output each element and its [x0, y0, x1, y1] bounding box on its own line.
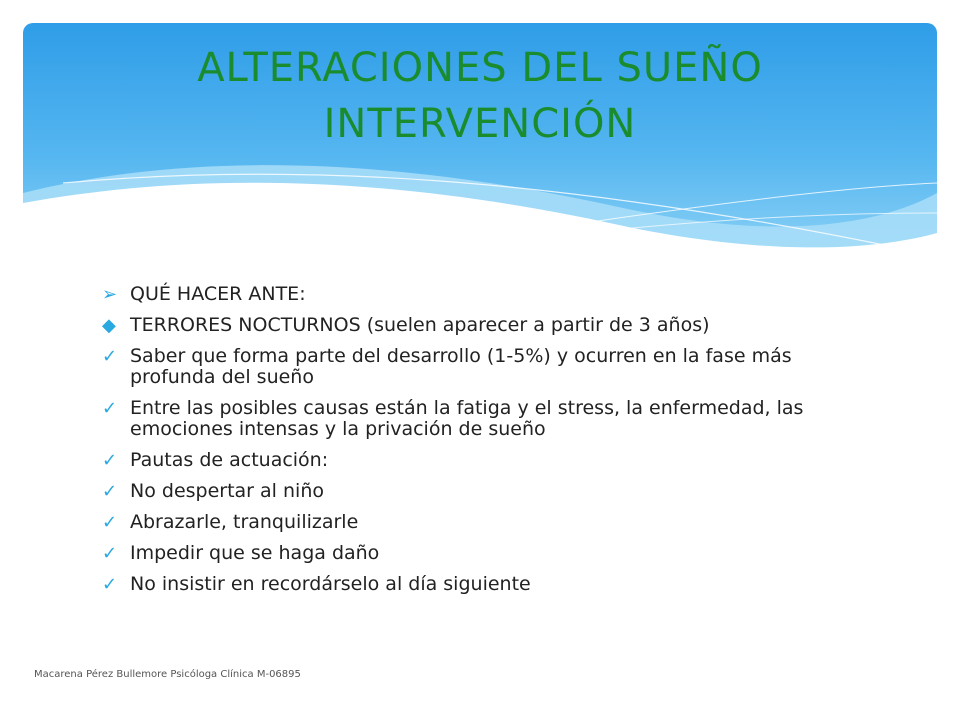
- list-item: [100, 398, 820, 440]
- footer-credit: Macarena Pérez Bullemore Psicóloga Clínica M-06895: [34, 669, 301, 680]
- list-item: [100, 543, 820, 564]
- check-bullet-icon: ✓: [102, 543, 118, 564]
- bullet-list: [100, 284, 820, 605]
- slide-title: [0, 40, 960, 152]
- slide-title-line2: INTERVENCIÓN: [323, 101, 637, 147]
- list-item: [100, 481, 820, 502]
- diamond-bullet-icon: ◆: [102, 315, 116, 336]
- bullet-text: Impedir que se haga daño: [130, 542, 380, 564]
- list-item: [100, 284, 820, 305]
- check-bullet-icon: ✓: [102, 512, 118, 533]
- arrow-bullet-icon: ➢: [102, 284, 118, 305]
- list-item: [100, 574, 820, 595]
- bullet-text: QUÉ HACER ANTE:: [130, 283, 306, 305]
- check-bullet-icon: ✓: [102, 398, 118, 419]
- bullet-text: No insistir en recordárselo al día siguiente: [130, 573, 531, 595]
- bullet-text: Abrazarle, tranquilizarle: [130, 511, 359, 533]
- bullet-text: Entre las posibles causas están la fatiga y el stress, la enfermedad, las emociones intensas y la privación de sueño: [130, 397, 804, 440]
- check-bullet-icon: ✓: [102, 346, 118, 367]
- list-item: [100, 450, 820, 471]
- slide-title-line1: ALTERACIONES DEL SUEÑO: [197, 45, 763, 91]
- bullet-text: Saber que forma parte del desarrollo (1-5%) y ocurren en la fase más profunda del sueño: [130, 345, 792, 388]
- check-bullet-icon: ✓: [102, 481, 118, 502]
- check-bullet-icon: ✓: [102, 574, 118, 595]
- list-item: [100, 346, 820, 388]
- bullet-text: TERRORES NOCTURNOS (suelen aparecer a partir de 3 años): [130, 314, 710, 336]
- list-item: [100, 512, 820, 533]
- bullet-text: Pautas de actuación:: [130, 449, 329, 471]
- list-item: [100, 315, 820, 336]
- bullet-text: No despertar al niño: [130, 480, 324, 502]
- check-bullet-icon: ✓: [102, 450, 118, 471]
